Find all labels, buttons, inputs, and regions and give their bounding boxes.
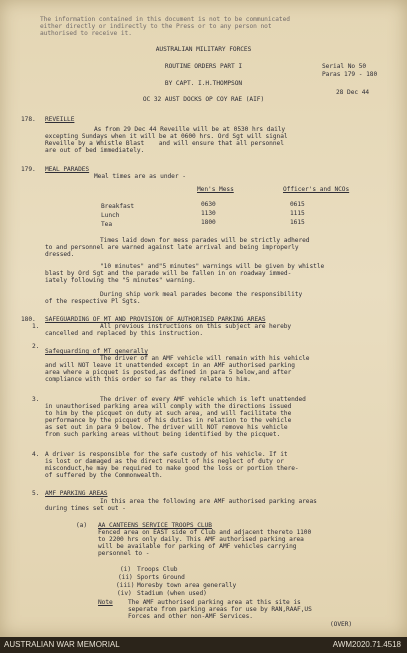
para-line: misconduct,he may be required to make good the loss or portion there- (45, 465, 299, 472)
archive-footer (0, 637, 407, 653)
notice-line: either directly or indirectly to the Press or to any person not (40, 23, 272, 30)
para-line: excepting Sundays when it will be at 0600 hrs. Ord Sgt will signal (45, 133, 288, 140)
note-label: Note (98, 599, 113, 606)
archive-name: AUSTRALIAN WAR MEMORIAL (4, 640, 120, 649)
para-line: "10 minutes" and"5 minutes" warnings will be given by whistle (100, 263, 325, 270)
para-line: performance by the picquet of his duties in relation to the vehicle (45, 417, 292, 424)
para-line: During ship work meal parades become the responsibility (100, 291, 303, 298)
para-heading: REVEILLE (45, 116, 75, 123)
sub-para-number: 5. (32, 490, 40, 497)
list-item: Sports Ground (137, 574, 185, 581)
para-number: 179. (21, 166, 36, 173)
item-heading: AA CANTEENS SERVICE TROOPS CLUB (98, 522, 212, 529)
list-item: Stadium (when used) (137, 590, 207, 597)
para-number: 180. (21, 316, 36, 323)
table-cell: Breakfast (101, 203, 135, 210)
org-name: AUSTRALIAN MILITARY FORCES (155, 46, 252, 53)
para-line: of the respective Pl Sgts. (45, 298, 141, 305)
table-cell: 0615 (290, 201, 305, 208)
table-cell: 1130 (201, 210, 216, 217)
para-line: as set out in para 9 below. The driver will NOT remove his vehicle (45, 424, 288, 431)
para-line: to and personnel are warned against late arrival and being improperly (45, 244, 299, 251)
para-heading: SAFEGUARDING OF MT AND PROVISION OF AUTHORISED PARKING AREAS (45, 316, 266, 323)
sub-para-heading: Safeguarding of MT generally (45, 348, 148, 355)
para-number: 178. (21, 116, 36, 123)
para-line: to him by the picquet on duty at such area, and will facilitate the (45, 410, 292, 417)
list-item: Moresby town area generally (137, 582, 237, 589)
sub-para-number: 2. (32, 343, 40, 350)
para-line: In this area the following are AMF authorised parking areas (100, 498, 317, 505)
item-label: (a) (76, 522, 88, 529)
note-line: seperate from parking areas for use by RAN,RAAF,US (128, 606, 312, 613)
para-line: Fenced area on EAST side of Club and adjacent thereto 1100 (98, 529, 312, 536)
para-line: in unauthorised parking area will comply with the directions issued (45, 403, 292, 410)
para-line: blast by Ord Sgt and the parade will be fallen in on roadway immed- (45, 270, 292, 277)
para-line: and will NOT leave it unattended except in an AMF authorised parking (45, 362, 295, 369)
para-line: from such parking areas without being identified by the picquet. (45, 431, 281, 438)
notice-line: The information contained in this document is not to be communicated (40, 16, 290, 23)
table-cell: 1115 (290, 210, 305, 217)
table-cell: 1800 (201, 219, 216, 226)
archive-id: AWM2020.71.4518 (332, 640, 401, 649)
list-item: Troops Club (137, 566, 178, 573)
para-line: Reveille by a Whistle Blast and will ensure that all personnel (45, 140, 284, 147)
para-line: dressed. (45, 251, 75, 258)
para-line: are out of bed immediately. (45, 147, 145, 154)
para-line: personnel to - (98, 550, 150, 557)
para-line: The driver of every AMF vehicle which is left unattended (100, 396, 306, 403)
para-line: iately following the "5 minutes" warning. (45, 277, 196, 284)
table-header: Officer's and NCOs (283, 186, 350, 193)
para-line: during times set out - (45, 505, 126, 512)
list-item-number: (iii) (116, 582, 135, 589)
table-cell: Lunch (101, 212, 120, 219)
para-line: to 2200 hrs only daily. This AMF authorised parking area (98, 536, 304, 543)
order-date: 28 Dec 44 (336, 89, 370, 96)
list-item-number: (ii) (118, 574, 133, 581)
para-heading: MEAL PARADES (45, 166, 90, 173)
para-line: compliance with this order so far as they relate to him. (45, 376, 251, 383)
table-cell: Tea (101, 221, 113, 228)
para-line: All previous instructions on this subject are hereby (100, 323, 292, 330)
para-line: cancelled and replaced by this instruction. (45, 330, 204, 337)
list-item-number: (i) (120, 566, 132, 573)
unit-name: OC 32 AUST DOCKS OP COY RAE (AIF) (142, 96, 265, 103)
sub-para-heading: AMF PARKING AREAS (45, 490, 108, 497)
paras-range: Paras 179 - 180 (322, 71, 378, 78)
para-line: Meal times are as under - (94, 173, 186, 180)
para-line: of suffered by the Commonwealth. (45, 472, 163, 479)
sub-para-number: 4. (32, 451, 40, 458)
note-line: Forces and other non-AMF Services. (128, 613, 253, 620)
document-title: ROUTINE ORDERS PART I (164, 63, 243, 70)
sub-para-number: 3. (32, 396, 40, 403)
para-line: A driver is responsible for the safe custody of his vehicle. If it (45, 451, 288, 458)
para-line: area where a picquet is posted,as defined in para 5 below,and after (45, 369, 292, 376)
list-item-number: (iv) (117, 590, 132, 597)
para-line: As from 29 Dec 44 Reveille will be at 0530 hrs daily (94, 126, 286, 133)
issued-by: BY CAPT. I.H.THOMPSON (164, 80, 243, 87)
over-marker: (OVER) (330, 621, 353, 628)
table-header: Men's Mess (197, 186, 234, 193)
para-line: The driver of an AMF vehicle will remain with his vehicle (100, 355, 310, 362)
table-cell: 0630 (201, 201, 216, 208)
para-line: is lost or damaged as the direct result of his neglect of duty or (45, 458, 284, 465)
sub-para-number: 1. (32, 323, 40, 330)
serial-number: Serial No 50 (322, 63, 367, 70)
notice-line: authorised to receive it. (40, 30, 132, 37)
para-line: Times laid down for mess parades will be strictly adhered (100, 237, 310, 244)
para-line: will be available for parking of AMF vehicles carrying (98, 543, 297, 550)
note-line: The AMF authorised parking area at this site is (128, 599, 301, 606)
table-cell: 1615 (290, 219, 305, 226)
